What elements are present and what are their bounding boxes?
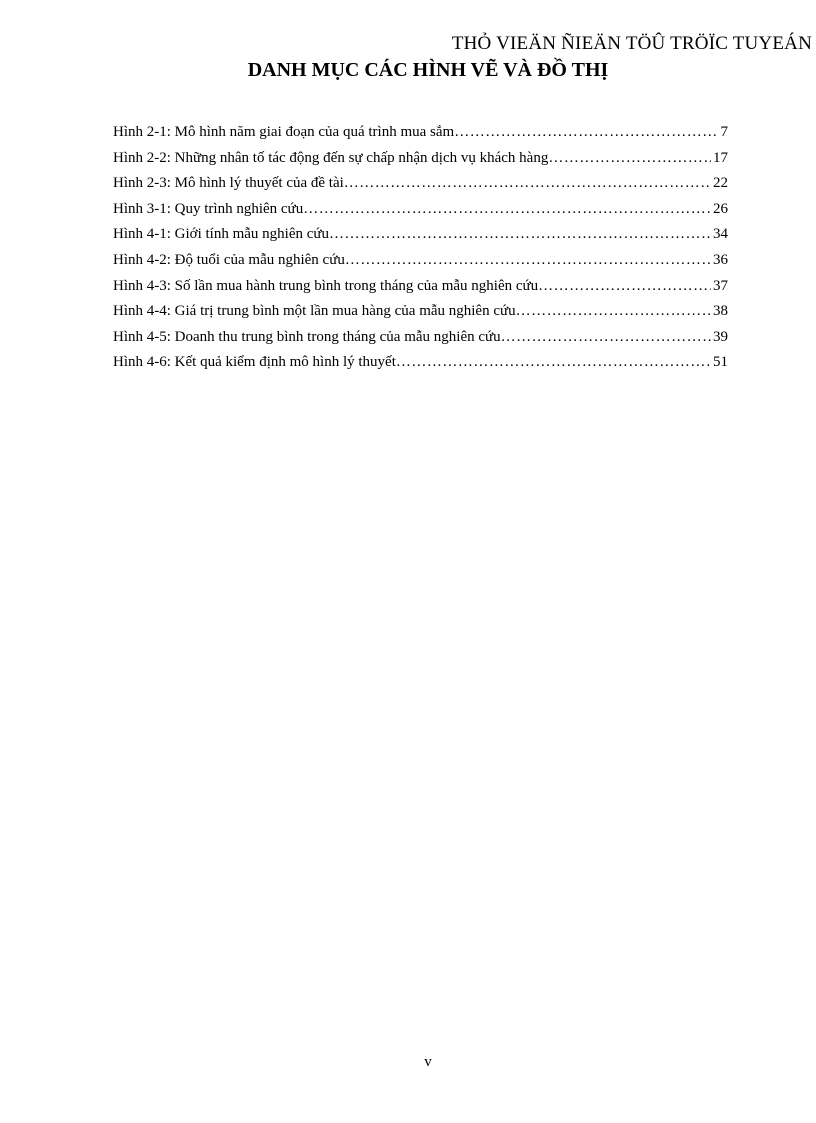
list-item [113, 325, 728, 351]
figure-label: Hình 4-6: Kết quả kiểm định mô hình lý thuyết [113, 354, 396, 371]
page-title: DANH MỤC CÁC HÌNH VẼ VÀ ĐỒ THỊ [247, 59, 609, 81]
dot-leader [303, 197, 711, 223]
list-item [113, 120, 728, 146]
dot-leader [538, 274, 711, 300]
figure-label: Hình 2-1: Mô hình năm giai đoạn của quá trình mua sắm [113, 124, 455, 140]
figure-page-number: 7 [720, 124, 728, 140]
figure-page-number: 38 [713, 303, 728, 320]
figure-label: Hình 4-3: Số lần mua hành trung bình trong tháng của mẫu nghiên cứu [113, 277, 539, 294]
figure-page-number: 51 [713, 354, 728, 371]
figure-label: Hình 4-5: Doanh thu trung bình trong tháng của mẫu nghiên cứu [113, 328, 501, 345]
dot-leader [454, 120, 718, 146]
page-number: v [424, 1054, 432, 1070]
figure-page-number: 26 [713, 200, 728, 217]
list-item [113, 222, 728, 248]
figure-label: Hình 4-1: Giới tính mẫu nghiên cứu [113, 226, 330, 243]
figure-label: Hình 2-2: Những nhân tố tác động đến sự chấp nhận dịch vụ khách hàng [113, 149, 549, 166]
dot-leader [516, 299, 711, 325]
list-item [113, 171, 728, 197]
list-item [113, 248, 728, 274]
figure-label: Hình 3-1: Quy trình nghiên cứu [113, 200, 304, 217]
figure-page-number: 36 [713, 251, 728, 268]
dot-leader [329, 222, 711, 248]
dot-leader [501, 325, 711, 351]
dot-leader [396, 350, 711, 376]
figure-label: Hình 4-4: Giá trị trung bình một lần mua hàng của mẫu nghiên cứu [113, 303, 516, 320]
list-item [113, 350, 728, 376]
dot-leader [345, 248, 711, 274]
figure-page-number: 39 [713, 328, 728, 345]
list-item [113, 197, 728, 223]
figure-page-number: 17 [713, 149, 728, 166]
dot-leader [344, 171, 711, 197]
figure-list [113, 120, 728, 376]
figure-page-number: 22 [713, 175, 728, 192]
figure-page-number: 34 [713, 226, 728, 243]
list-item [113, 274, 728, 300]
list-item [113, 146, 728, 172]
dot-leader [548, 146, 711, 172]
library-watermark: THỎ VIEÄN ÑIEÄN TÖÛ TRÖÏC TUYEÁN [451, 33, 812, 54]
figure-label: Hình 2-3: Mô hình lý thuyết của đề tài [113, 175, 344, 192]
list-item [113, 299, 728, 325]
figure-label: Hình 4-2: Độ tuổi của mẫu nghiên cứu [113, 251, 345, 268]
figure-page-number: 37 [713, 277, 728, 294]
